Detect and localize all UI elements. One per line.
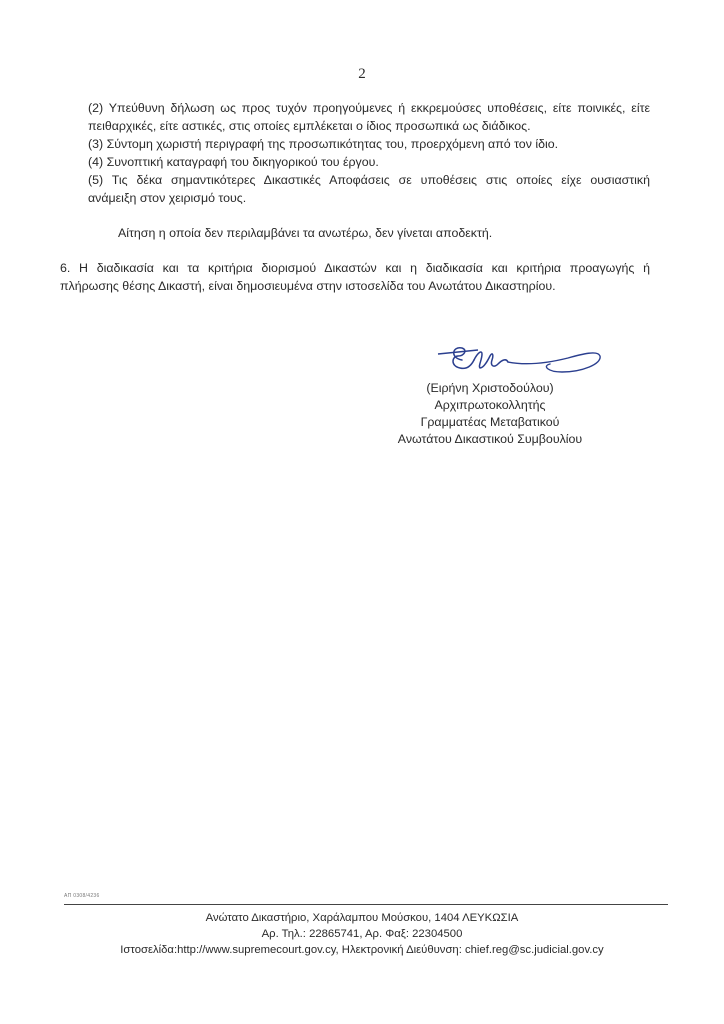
footer-divider — [64, 904, 668, 905]
footer-address: Ανώτατο Δικαστήριο, Χαράλαμπου Μούσκου, 1404 ΛΕΥΚΩΣΙΑ — [205, 912, 519, 924]
handwritten-signature — [432, 332, 612, 380]
reference-code: ΑΠ 0308/4236 — [64, 893, 100, 899]
page-number: 2 — [358, 66, 366, 82]
list-item-4: (4) Συνοπτική καταγραφή του δικηγορικού του έργου. — [88, 155, 379, 169]
signer-title-2: Γραμματέας Μεταβατικού — [420, 415, 560, 429]
list-item-3: (3) Σύντομη χωριστή περιγραφή της προσωπικότητας του, προερχόμενη από τον ίδιο. — [88, 137, 559, 151]
footer-web-email: Ιστοσελίδα:http://www.supremecourt.gov.cy, Ηλεκτρονική Διεύθυνση: chief.reg@sc.judicial.gov.cy — [120, 944, 604, 956]
signer-block — [380, 380, 600, 448]
signer-title-3: Ανωτάτου Δικαστικού Συμβουλίου — [397, 432, 583, 446]
list-item-2 — [88, 99, 650, 135]
list-item-2-line-2: πειθαρχικές, είτε αστικές, στις οποίες εμπλέκεται ο ίδιος προσωπικά ως διάδικος. — [88, 119, 531, 133]
point-6-line-2: πλήρωσης θέσης Δικαστή, είναι δημοσιευμένα στην ιστοσελίδα του Ανωτάτου Δικαστηρίου. — [60, 279, 556, 293]
list-item-5-line-2: ανάμειξη στον χειρισμό τους. — [88, 191, 247, 205]
footer-phone-fax: Αρ. Τηλ.: 22865741, Αρ. Φαξ: 22304500 — [261, 928, 463, 940]
footer — [0, 910, 724, 958]
point-6-line-1: 6. Η διαδικασία και τα κριτήρια διορισμού Δικαστών και η διαδικασία και κριτήρια προαγωγής ή — [60, 261, 650, 275]
signer-name: (Ειρήνη Χριστοδούλου) — [426, 381, 554, 395]
list-item-5 — [88, 171, 650, 207]
signer-title-1: Αρχιπρωτοκολλητής — [434, 398, 546, 412]
notice-paragraph: Αίτηση η οποία δεν περιλαμβάνει τα ανωτέρω, δεν γίνεται αποδεκτή. — [118, 226, 493, 240]
list-item-2-line-1: (2) Υπεύθυνη δήλωση ως προς τυχόν προηγούμενες ή εκκρεμούσες υποθέσεις, είτε ποινικές, είτε — [88, 101, 650, 115]
point-6-paragraph — [60, 259, 650, 295]
list-item-5-line-1: (5) Τις δέκα σημαντικότερες Δικαστικές Αποφάσεις σε υποθέσεις στις οποίες είχε ουσιαστική — [88, 173, 650, 187]
